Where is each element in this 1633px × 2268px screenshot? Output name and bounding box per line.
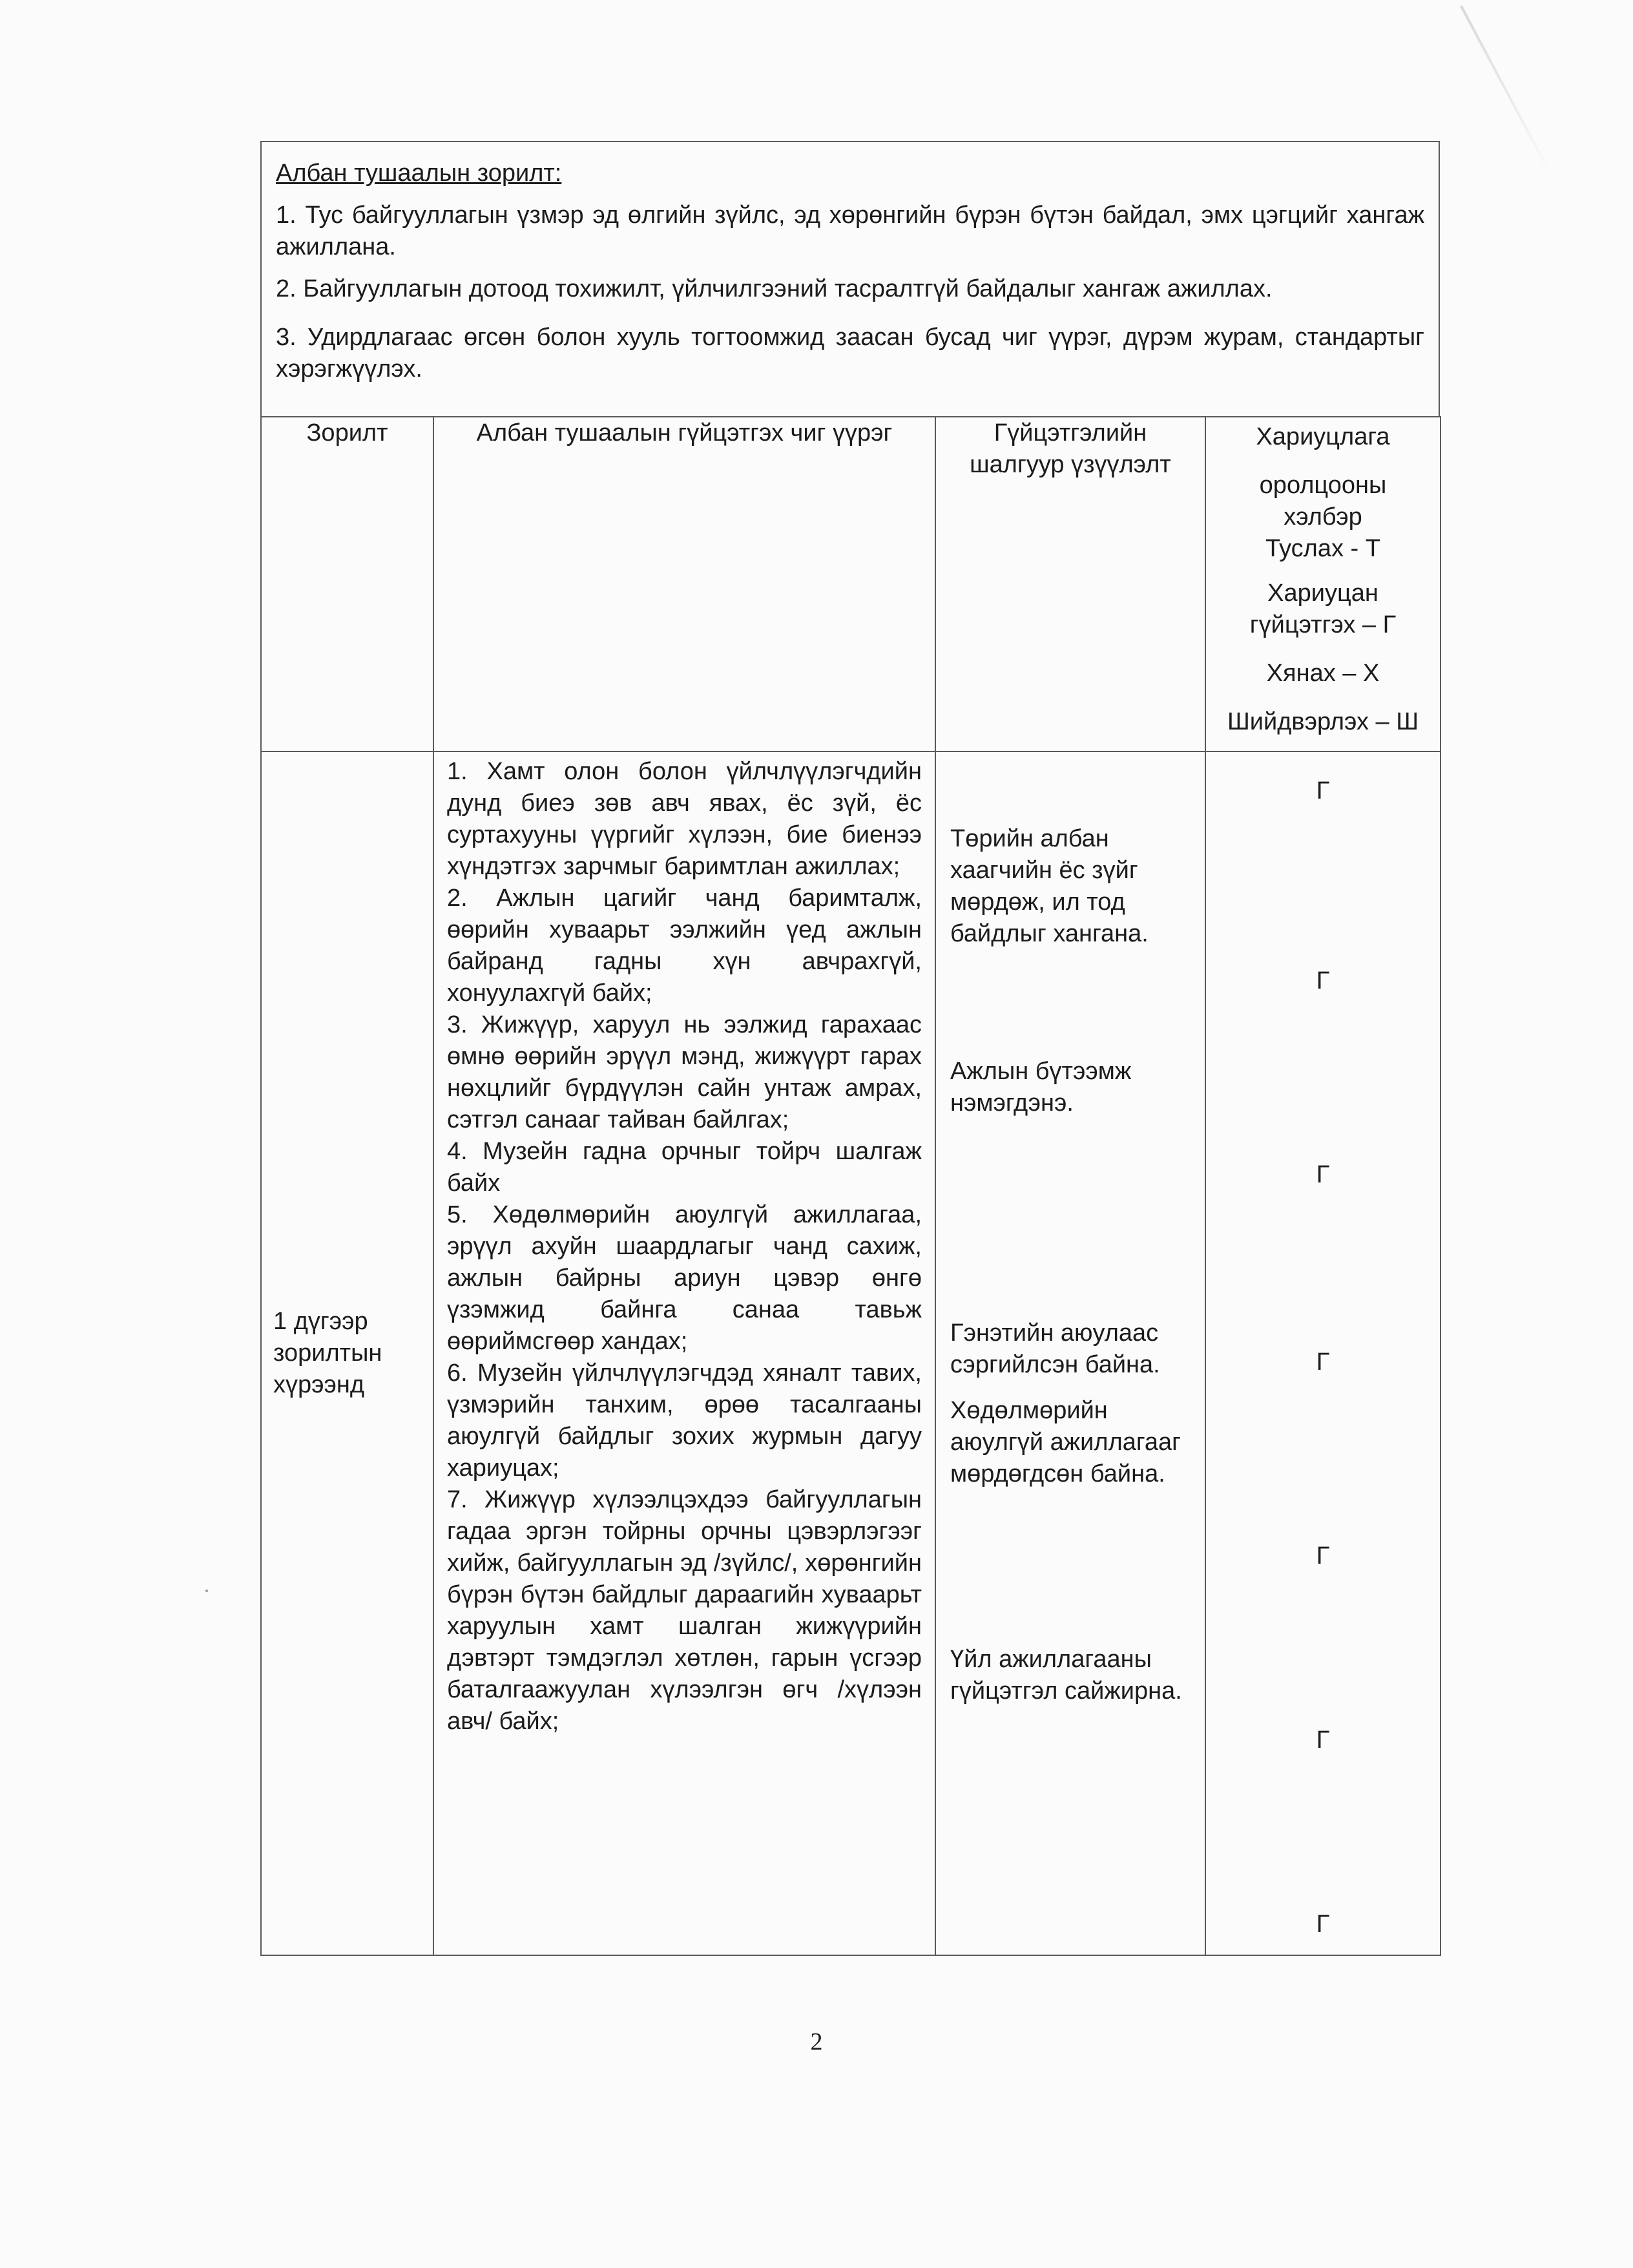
job-goals-section — [260, 141, 1440, 416]
form-line-5: Хянах – Х — [1266, 660, 1380, 687]
form-code-7: Г — [1316, 1911, 1330, 1938]
duty-item-3: 3. Жижүүр, харуул нь ээлжид гарахаас өмнө өөрийн эрүүл мэнд, жижүүрт гарах нөхцлийг бүрдүүлэн сайн унтаж амрах, сэтгэл санааг тайван байлгах; — [447, 1011, 922, 1133]
scan-speck — [205, 1590, 208, 1592]
table-header-row — [261, 417, 1441, 751]
duty-item-1: 1. Хамт олон болон үйлчлүүлэгчдийн дунд биеэ зөв авч явах, ёс зүй, ёс суртахууны үүргийг хүлээн, бие биенээ хүндэтгэх зарчмыг баримтлан ажиллах; — [447, 758, 922, 880]
form-line-6: Шийдвэрлэх – Ш — [1227, 708, 1419, 735]
header-participation-form — [1205, 417, 1441, 751]
duties-table — [260, 416, 1441, 1956]
form-line-1: Хариуцлага — [1256, 423, 1390, 450]
form-code-5: Г — [1316, 1542, 1330, 1570]
table-row — [261, 751, 1441, 1955]
form-line-3: Туслах - Т — [1265, 535, 1380, 562]
page-number: 2 — [810, 2028, 823, 2055]
form-code-3: Г — [1316, 1161, 1330, 1188]
form-code-1: Г — [1316, 777, 1330, 804]
form-code-4: Г — [1316, 1349, 1330, 1376]
criterion-1: Төрийн албан хаагчийн ёс зүйг мөрдөж, ил тод байдлыг хангана. — [950, 825, 1149, 947]
goal-item-3: 3. Удирдлагаас өгсөн болон хууль тогтоомжид заасан бусад чиг үүрэг, дүрэм журам, стандартыг хэрэгжүүлэх. — [276, 324, 1424, 383]
goals-heading: Албан тушаалын зорилт: — [276, 160, 562, 187]
form-code-6: Г — [1316, 1727, 1330, 1754]
duty-item-2: 2. Ажлын цагийг чанд баримталж, өөрийн хуваарьт ээлжийн үед ажлын байранд гадны хүн авчрахгүй, хонуулахгүй байх; — [447, 885, 922, 1007]
goal-item-1: 1. Тус байгууллагын үзмэр эд өлгийн зүйлс, эд хөрөнгийн бүрэн бүтэн байдал, эмх цэгцийг хангаж ажиллана. — [276, 202, 1424, 260]
criterion-4: Хөдөлмөрийн аюулгүй ажиллагааг мөрдөгдсөн байна. — [950, 1397, 1181, 1487]
duty-item-5: 5. Хөдөлмөрийн аюулгүй ажиллагаа, эрүүл ахуйн шаардлагыг чанд сахиж, ажлын байрны ариун цэвэр өнгө үзэмжид байнга санаа тавьж өөриймсгөөр хандах; — [447, 1201, 922, 1355]
forms-cell — [1205, 751, 1441, 1955]
form-line-4: Хариуцан гүйцэтгэх – Г — [1249, 580, 1397, 638]
criterion-5: Үйл ажиллагааны гүйцэтгэл сайжирна. — [950, 1646, 1182, 1705]
header-goal: Зорилт — [261, 417, 433, 751]
header-duty: Албан тушаалын гүйцэтгэх чиг үүрэг — [433, 417, 935, 751]
duty-item-4: 4. Музейн гадна орчныг тойрч шалгаж байх — [447, 1138, 922, 1197]
criteria-cell — [935, 751, 1205, 1955]
goal-cell: 1 дүгээр зорилтын хүрээнд — [261, 751, 433, 1955]
form-code-2: Г — [1316, 967, 1330, 994]
header-criteria: Гүйцэтгэлийн шалгуур үзүүлэлт — [935, 417, 1205, 751]
criterion-3: Гэнэтийн аюулаас сэргийлсэн байна. — [950, 1319, 1160, 1378]
duty-item-7: 7. Жижүүр хүлээлцэхдээ байгууллагын гадаа эргэн тойрны орчны цэвэрлэгээг хийж, байгууллагын эд /зүйлс/, хөрөнгийн бүрэн бүтэн байдлыг дараагийн хуваарьт харуулын хамт шалган жижүүрийн дэвтэрт тэмдэглэл хөтлөн, гарын үсгээр баталгаажуулан хүлээлгэн өгч /хүлээн авч/ байх; — [447, 1486, 922, 1735]
duties-cell — [433, 751, 935, 1955]
criterion-2: Ажлын бүтээмж нэмэгдэнэ. — [950, 1058, 1132, 1117]
duty-item-6: 6. Музейн үйлчлүүлэгчдэд хяналт тавих, үзмэрийн танхим, өрөө тасалгааны аюулгүй байдлыг зохих журмын дагуу хариуцах; — [447, 1360, 922, 1482]
form-line-2: оролцооны хэлбэр — [1259, 472, 1387, 530]
goal-item-2: 2. Байгууллагын дотоод тохижилт, үйлчилгээний тасралтгүй байдалыг хангаж ажиллах. — [276, 275, 1273, 302]
scan-edge-mark — [1460, 5, 1553, 178]
